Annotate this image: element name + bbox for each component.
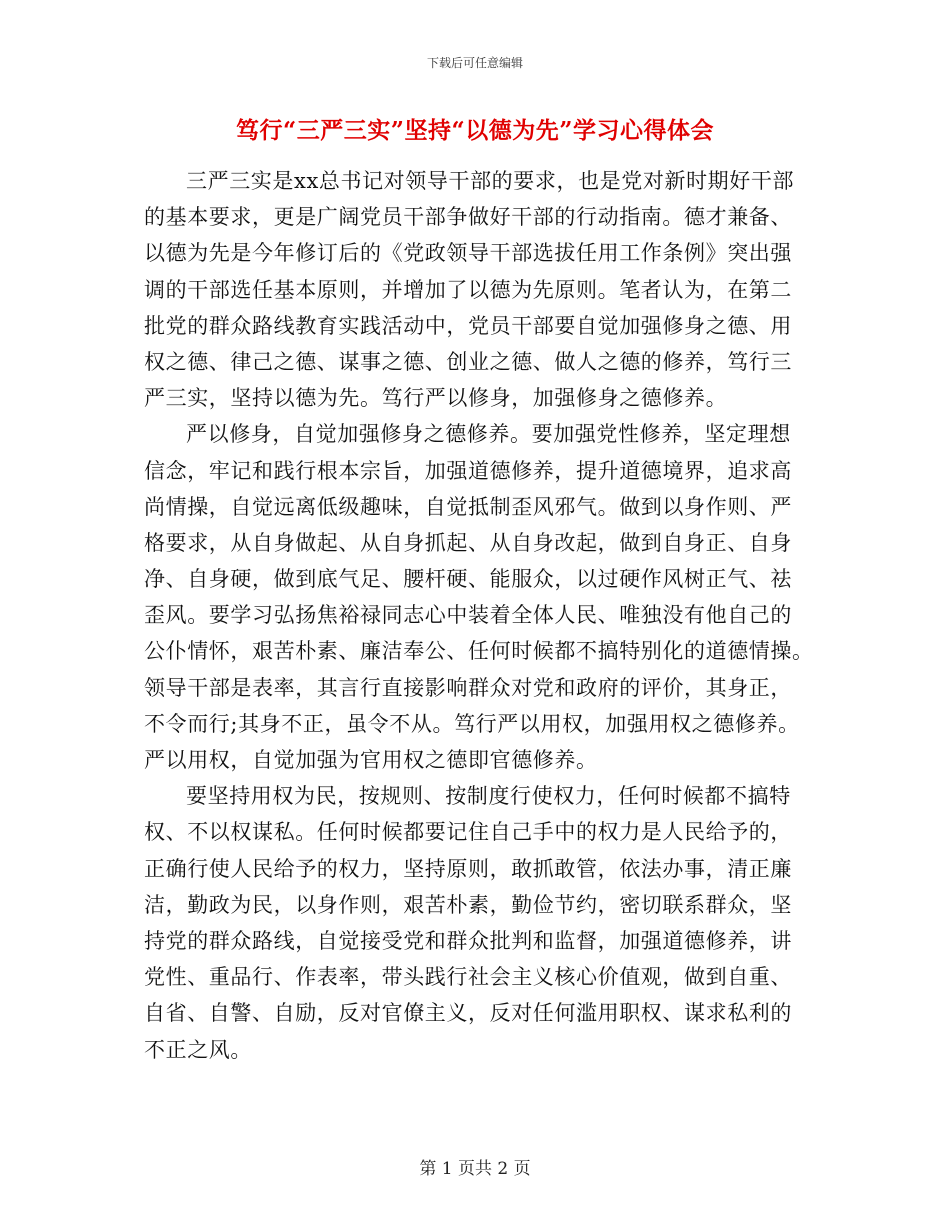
paragraph-line: 尚情操，自觉远离低级趣味，自觉抵制歪风邪气。做到以身作则、严 xyxy=(144,494,792,519)
paragraph-line: 党性、重品行、作表率，带头践行社会主义核心价值观，做到自重、 xyxy=(144,965,792,990)
paragraph-line: 洁，勤政为民，以身作则，艰苦朴素，勤俭节约，密切联系群众，坚 xyxy=(144,892,792,917)
paragraph-line: 批党的群众路线教育实践活动中，党员干部要自觉加强修身之德、用 xyxy=(144,313,792,338)
paragraph-line: 自省、自警、自励，反对官僚主义，反对任何滥用职权、谋求私利的 xyxy=(144,1001,792,1026)
paragraph-line: 净、自身硬，做到底气足、腰杆硬、能服众，以过硬作风树正气、祛 xyxy=(144,567,792,592)
paragraph-line: 格要求，从自身做起、从自身抓起、从自身改起，做到自身正、自身 xyxy=(144,530,792,555)
header-note: 下载后可任意编辑 xyxy=(426,56,523,70)
paragraph-line: 严以用权，自觉加强为官用权之德即官德修养。 xyxy=(144,748,598,772)
paragraph-line: 不正之风。 xyxy=(144,1037,252,1062)
paragraph-line: 的基本要求，更是广阔党员干部争做好干部的行动指南。德才兼备、 xyxy=(144,205,792,230)
paragraph-line: 不令而行;其身不正，虽令不从。笃行严以用权，加强用权之德修养。 xyxy=(144,711,800,736)
paragraph-line: 以德为先是今年修订后的《党政领导干部选拔任用工作条例》突出强 xyxy=(144,241,792,266)
paragraph-line: 信念，牢记和践行根本宗旨，加强道德修养，提升道德境界，追求高 xyxy=(144,458,792,483)
document-body xyxy=(144,163,814,1068)
page-number-footer: 第 1 页共 2 页 xyxy=(419,1159,531,1179)
paragraph-line: 歪风。要学习弘扬焦裕禄同志心中装着全体人民、唯独没有他自己的 xyxy=(144,603,792,628)
paragraph-line: 正确行使人民给予的权力，坚持原则，敢抓敢管，依法办事，清正廉 xyxy=(144,856,792,881)
paragraph-line: 持党的群众路线，自觉接受党和群众批判和监督，加强道德修养，讲 xyxy=(144,928,792,953)
paragraph-line: 权之德、律己之德、谋事之德、创业之德、做人之德的修养，笃行三 xyxy=(144,349,792,374)
paragraph-line: 领导干部是表率，其言行直接影响群众对党和政府的评价，其身正， xyxy=(144,675,792,700)
paragraph-line: 要坚持用权为民，按规则、按制度行使权力，任何时候都不搞特 xyxy=(186,784,791,809)
document-title: 笃行“三严三实”坚持“以德为先”学习心得体会 xyxy=(236,117,714,144)
paragraph-line: 三严三实是xx总书记对领导干部的要求，也是党对新时期好干部 xyxy=(186,169,795,193)
paragraph-line: 调的干部选任基本原则，并增加了以德为先原则。笔者认为，在第二 xyxy=(144,277,792,302)
paragraph-line: 权、不以权谋私。任何时候都要记住自己手中的权力是人民给予的， xyxy=(144,820,792,845)
paragraph-line: 严以修身，自觉加强修身之德修养。要加强党性修养，坚定理想 xyxy=(186,422,791,447)
paragraph-line: 严三实，坚持以德为先。笃行严以修身，加强修身之德修养。 xyxy=(144,386,728,411)
paragraph-line: 公仆情怀，艰苦朴素、廉洁奉公、任何时候都不搞特别化的道德情操。 xyxy=(144,639,814,664)
